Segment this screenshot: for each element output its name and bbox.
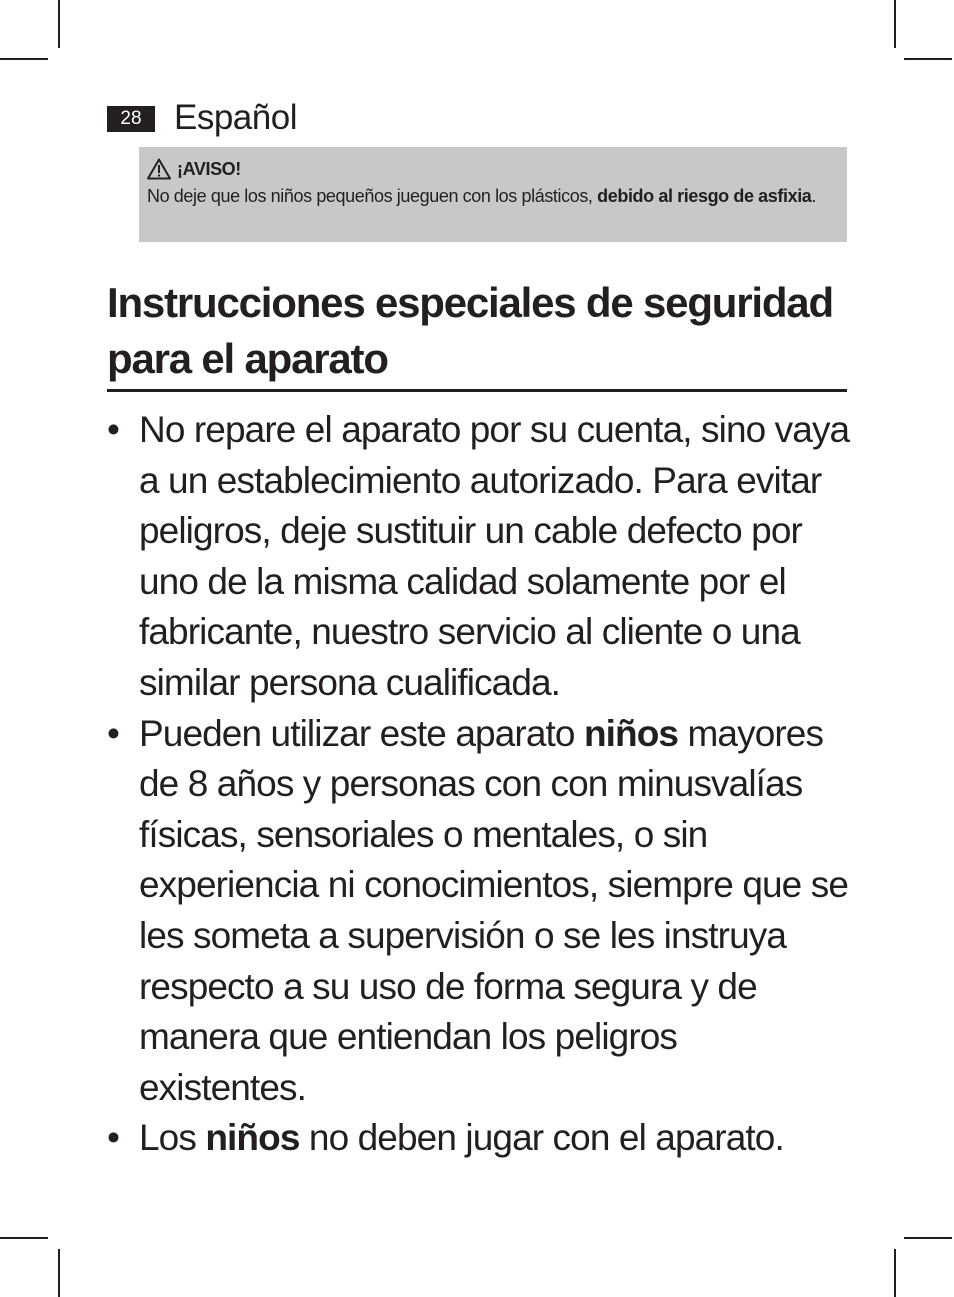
bullet-icon: • (107, 409, 120, 450)
list-item-text-start: Pueden utilizar este aparato (139, 712, 584, 754)
list-item-text-bold: niños (205, 1117, 300, 1159)
crop-mark (904, 1237, 952, 1239)
warning-text-end: . (811, 186, 817, 206)
warning-text-bold: debido al riesgo de asfixia (597, 186, 812, 206)
bullet-icon: • (107, 1117, 120, 1159)
list-item-text-end: no deben jugar con el aparato. (299, 1117, 784, 1159)
crop-mark (58, 1249, 60, 1297)
warning-triangle-icon (147, 158, 171, 180)
warning-title-row (147, 155, 837, 183)
list-item (107, 1113, 852, 1164)
crop-mark (0, 1237, 48, 1239)
section-divider (107, 389, 847, 392)
crop-mark (894, 0, 896, 48)
list-item (107, 405, 852, 709)
list-item-text-start: Los (139, 1117, 206, 1159)
section-title: Instrucciones especiales de seguridad para el aparato (107, 279, 833, 382)
crop-mark (894, 1249, 896, 1297)
language-label: Español (174, 98, 297, 137)
list-item (107, 709, 852, 1114)
list-item-text: No repare el aparato por su cuenta, sino vaya a un establecimiento autorizado. Para evitar peligros, deje sustituir un cable defecto por uno de la misma calidad solamente por el fabricante, nuestro servicio al cliente o una similar persona cualificada. (139, 409, 850, 703)
bullet-icon: • (107, 712, 120, 754)
warning-text-plain: No deje que los niños pequeños jueguen con los plásticos, (147, 186, 598, 206)
page-number: 28 (107, 106, 155, 132)
crop-mark (58, 0, 60, 48)
safety-list (107, 405, 852, 1164)
warning-box (139, 147, 847, 242)
warning-title: ¡AVISO! (177, 158, 241, 179)
page-header (107, 98, 297, 138)
crop-mark (0, 58, 48, 60)
list-item-text-bold: niños (583, 712, 679, 754)
list-item-text-end: mayores de 8 años y personas con con minusvalías físicas, sensoriales o mentales, o sin experiencia ni conocimientos, siempre que se les someta a supervisión o se les instruya respecto a su uso de forma segura y de manera que entiendan los peligros existentes. (139, 712, 849, 1108)
crop-mark (904, 58, 952, 60)
warning-text (147, 183, 837, 210)
